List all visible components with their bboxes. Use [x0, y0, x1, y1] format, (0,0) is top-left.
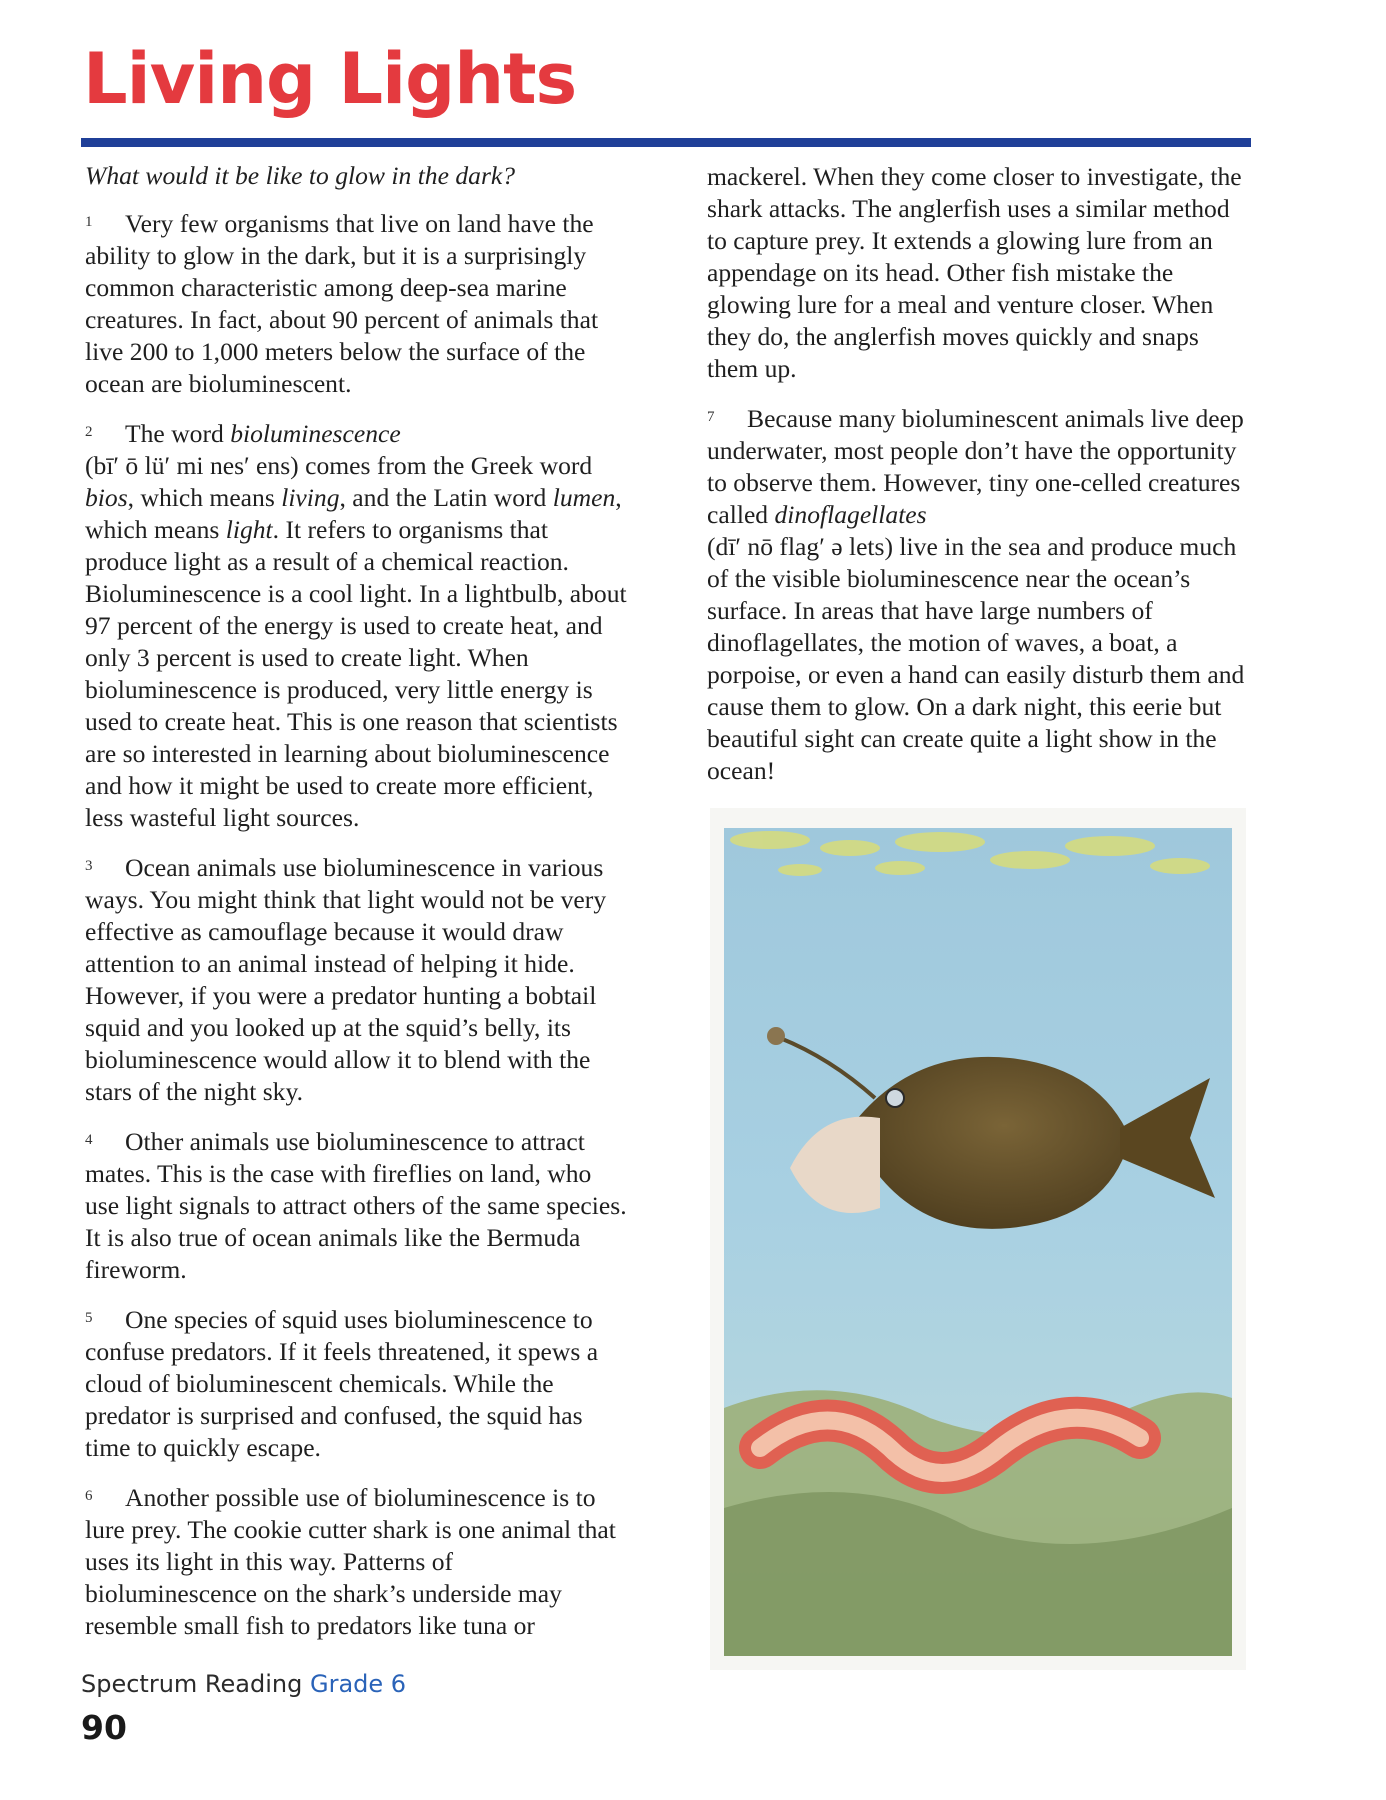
anglerfish-illustration: [710, 808, 1246, 1670]
paragraph-number: 1: [85, 214, 93, 230]
paragraph-7: 7 Because many bioluminescent animals live deep underwater, most people don’t have the opportunity to observe them. However, tiny one-celled creatures called dinoflagellates (dī′ nō flag′ ə lets) live in the sea and produce much of the visible bioluminescence near the ocean’s surface. In areas that have large numbers of dinoflagellates, the motion of waves, a boat, a porpoise, or even a hand can easily disturb them and cause them to glow. On a dark night, this eerie but beautiful sight can create quite a light show in the ocean!: [707, 401, 1252, 787]
paragraph-number: 4: [85, 1132, 93, 1148]
paragraph-6: 6 Another possible use of bioluminescence is to lure prey. The cookie cutter shark is one animal that uses its light in this way. Patterns of bioluminescence on the shark’s underside may resemble small fish to predators like tuna or: [85, 1480, 630, 1642]
paragraph-number: 6: [85, 1488, 93, 1504]
intro-question: What would it be like to glow in the dark?: [85, 161, 516, 190]
left-column: [85, 160, 630, 1658]
paragraph-1: 1 Very few organisms that live on land have the ability to glow in the dark, but it is a surprisingly common characteristic among deep-sea marine creatures. In fact, about 90 percent of animals that live 200 to 1,000 meters below the surface of the ocean are bioluminescent.: [85, 206, 630, 400]
paragraph-number: 5: [85, 1310, 93, 1326]
lure-bulb: [767, 1027, 785, 1045]
paragraph-5: 5 One species of squid uses bioluminescence to confuse predators. If it feels threatened, it spews a cloud of bioluminescent chemicals. While the predator is surprised and confused, the squid has time to quickly escape.: [85, 1302, 630, 1464]
title-rule: [81, 138, 1251, 147]
paragraph-2: 2 The word bioluminescence (bī′ ō lü′ mi nes′ ens) comes from the Greek word bios, which means living, and the Latin word lumen, which means light. It refers to organisms that produce light as a result of a chemical reaction. Bioluminescence is a cool light. In a lightbulb, about 97 percent of the energy is used to create heat, and only 3 percent is used to create light. When bioluminescence is produced, very little energy is used to create heat. This is one reason that scientists are so interested in learning about bioluminescence and how it might be used to create more efficient, less wasteful light sources.: [85, 416, 630, 834]
paragraph-number: 7: [707, 409, 715, 425]
paragraph-number: 3: [85, 858, 93, 874]
fish-eye: [886, 1089, 904, 1107]
paragraph-6-continued: mackerel. When they come closer to investigate, the shark attacks. The anglerfish uses a similar method to capture prey. It extends a glowing lure from an appendage on its head. Other fish mistake the glowing lure for a meal and venture closer. When they do, the anglerfish moves quickly and snaps them up.: [707, 162, 1242, 383]
vocab-term: dinoflagellates: [774, 500, 927, 529]
pronunciation: (bī′ ō lü′ mi nes′ ens): [85, 451, 299, 480]
vocab-term: bioluminescence: [230, 419, 401, 448]
footer-grade: Grade 6: [309, 1670, 407, 1698]
paragraph-3: 3 Ocean animals use bioluminescence in various ways. You might think that light would not be very effective as camouflage because it would draw attention to an animal instead of helping it hide. However, if you were a predator hunting a bobtail squid and you looked up at the squid’s belly, its bioluminescence would allow it to blend with the stars of the night sky.: [85, 850, 630, 1108]
paragraph-number: 2: [85, 424, 93, 440]
page-number: 90: [81, 1708, 127, 1747]
page-title: Living Lights: [83, 38, 577, 120]
footer-brand: Spectrum Reading Grade 6: [81, 1670, 407, 1698]
pronunciation: (dī′ nō flag′ ə lets): [707, 532, 894, 561]
paragraph-4: 4 Other animals use bioluminescence to attract mates. This is the case with fireflies on land, who use light signals to attract others of the same species. It is also true of ocean animals like the Bermuda fireworm.: [85, 1124, 630, 1286]
right-column: [707, 161, 1252, 803]
